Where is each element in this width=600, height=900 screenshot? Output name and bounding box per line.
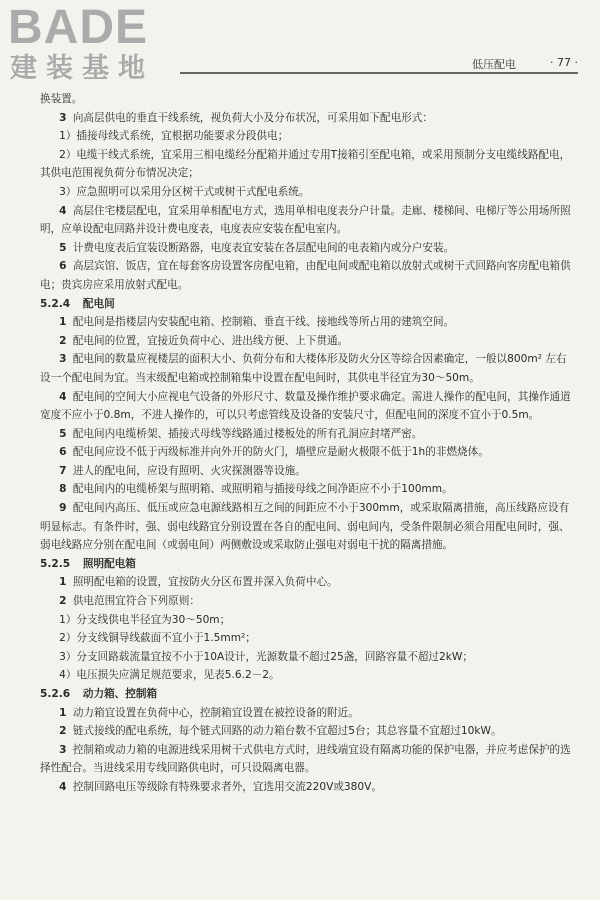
section-title: 动力箱、控制箱 [82, 688, 158, 700]
section-number: 5.2.4 [40, 297, 71, 310]
paragraph-text: 控制回路电压等级除有特殊要求者外，宜选用交流220V或380V。 [72, 780, 382, 793]
section-heading [40, 555, 576, 574]
section-title: 配电间 [82, 297, 115, 310]
item-number: 6 [59, 446, 67, 459]
paragraph [40, 350, 576, 387]
sub-item: 2）分支线铜导线截面不宜小于1.5mm²； [59, 632, 256, 645]
paragraph [40, 109, 576, 128]
paragraph-text: 照明配电箱的设置，宜按防火分区布置并深入负荷中心。 [72, 576, 338, 589]
item-number: 3 [59, 743, 67, 756]
logo-subtitle: 建装基地 [10, 53, 154, 84]
running-title: 低压配电 [472, 58, 516, 71]
paragraph [40, 313, 576, 332]
item-number: 3 [59, 111, 67, 124]
item-number: 2 [59, 725, 67, 738]
sub-item: 1）插接母线式系统，宜根据功能要求分段供电； [59, 130, 289, 143]
paragraph-text: 高层宾馆、饭店，宜在每套客房设置客房配电箱，由配电间或配电箱以放射式或树干式回路向客房配电箱供电；贵宾房应采用放射式配电。 [40, 260, 571, 291]
paragraph [40, 462, 576, 481]
paragraph-text: 控制箱或动力箱的电源进线采用树干式供电方式时，进线端宜设有隔离功能的保护电器，并应考虑保护的选择性配合。当进线采用专线回路供电时，可只设隔离电器。 [40, 743, 571, 775]
sub-item: 4）电压损失应满足规范要求，见表5.6.2－2。 [59, 669, 280, 682]
item-number: 8 [59, 483, 67, 496]
paragraph: 换装置。 [40, 93, 83, 105]
paragraph-text: 向高层供电的垂直干线系统，视负荷大小及分布状况，可采用如下配电形式： [72, 111, 433, 124]
paragraph-text: 链式接线的配电系统，每个链式回路的动力箱台数不宜超过5台；其总容量不宜超过10kW。 [72, 725, 502, 738]
paragraph [40, 741, 576, 778]
item-number: 6 [59, 260, 67, 273]
page-header [180, 54, 578, 74]
paragraph-text: 进人的配电间，应设有照明、火灾探测器等设施。 [72, 464, 306, 477]
paragraph [40, 704, 576, 723]
paragraph [40, 425, 576, 444]
sub-item: 3）应急照明可以采用分区树干式或树干式配电系统。 [59, 185, 310, 198]
item-number: 4 [59, 204, 67, 217]
paragraph-text: 配电间内高压、低压或应急电源线路相互之间的间距应不小于300mm，或采取隔离措施，高压线路应设有明显标志。有条件时，强、弱电线路宜分别设置在各自的配电间、弱电间内，受条件限制必须合用配电间时，强、弱电线路应分别在配电间（或弱电间）两侧敷设或采取防止强电对弱电干扰的隔离措施。 [40, 502, 570, 552]
sub-item: 2）电缆干线式系统，宜采用三相电缆经分配箱并通过专用T接箱引至配电箱，或采用预制分支电缆线路配电，其供电范围视负荷分布情况决定； [40, 148, 571, 180]
paragraph [40, 443, 576, 462]
item-number: 9 [59, 502, 67, 515]
item-number: 7 [59, 464, 67, 477]
paragraph-text: 配电间的空间大小应视电气设备的外形尺寸、数量及操作维护要求确定。需进人操作的配电间，其操作通道宽度不应小于0.8m，不进人操作的，可以只考虑管线及设备的安装尺寸，但配电间的深度不宜小于0.5m。 [40, 390, 571, 422]
item-number: 1 [59, 706, 67, 719]
section-heading [40, 685, 576, 704]
paragraph [40, 573, 576, 592]
paragraph-text: 供电范围宜符合下列原则： [72, 595, 200, 608]
item-number: 5 [59, 241, 67, 254]
item-number: 2 [59, 595, 67, 608]
paragraph-text: 配电间应设不低于丙级标准并向外开的防火门，墙壁应是耐火极限不低于1h的非燃烧体。 [72, 446, 489, 459]
paragraph [40, 722, 576, 741]
item-number: 2 [59, 334, 67, 347]
paragraph-text: 配电间是指楼层内安装配电箱、控制箱、垂直干线、接地线等所占用的建筑空间。 [72, 316, 455, 329]
item-number: 1 [59, 316, 67, 329]
page-number: · 77 · [550, 56, 578, 69]
logo [8, 2, 183, 88]
paragraph [40, 257, 576, 294]
paragraph-text: 配电间内电缆桥架、插接式母线等线路通过楼板处的所有孔洞应封堵严密。 [72, 427, 423, 440]
item-number: 4 [59, 780, 67, 793]
section-heading [40, 295, 576, 314]
sub-item: 3）分支回路载流量宜按不小于10A设计，光源数量不超过25盏，回路容量不超过2kW； [59, 650, 473, 663]
paragraph [40, 202, 576, 239]
section-title: 照明配电箱 [82, 557, 136, 570]
section-number: 5.2.6 [40, 688, 71, 700]
header-rule [180, 72, 578, 74]
paragraph-text: 配电间的数量应视楼层的面积大小、负荷分布和大楼体形及防火分区等综合因素确定，一般以800m² 左右设一个配电间为宜。当末级配电箱或控制箱集中设置在配电间时，其供电半径宜为30～50m。 [40, 353, 567, 384]
paragraph [40, 332, 576, 351]
item-number: 5 [59, 427, 67, 440]
item-number: 1 [59, 576, 67, 589]
item-number: 3 [59, 353, 67, 366]
paragraph-text: 动力箱宜设置在负荷中心，控制箱宜设置在被控设备的附近。 [72, 706, 359, 719]
item-number: 4 [59, 390, 67, 403]
sub-item: 1）分支线供电半径宜为30～50m； [59, 613, 231, 626]
paragraph-text: 计费电度表后宜装设断路器，电度表宜安装在各层配电间的电表箱内或分户安装。 [72, 241, 455, 254]
paragraph [40, 239, 576, 258]
paragraph-text: 配电间内的电缆桥架与照明箱、或照明箱与插接母线之间净距应不小于100mm。 [72, 483, 453, 496]
paragraph-text: 配电间的位置，宜接近负荷中心、进出线方便、上下贯通。 [72, 334, 349, 347]
paragraph [40, 778, 576, 797]
logo-wordmark: BADE [8, 1, 149, 54]
document-body [40, 90, 576, 797]
paragraph [40, 592, 576, 611]
section-number: 5.2.5 [40, 557, 71, 570]
paragraph [40, 480, 576, 499]
paragraph [40, 499, 576, 555]
paragraph [40, 388, 576, 425]
paragraph-text: 高层住宅楼层配电，宜采用单相配电方式，选用单相电度表分户计量。走廊、楼梯间、电梯厅等公用场所照明，应单设配电回路并设计费电度表，电度表应安装在配电室内。 [40, 204, 571, 236]
